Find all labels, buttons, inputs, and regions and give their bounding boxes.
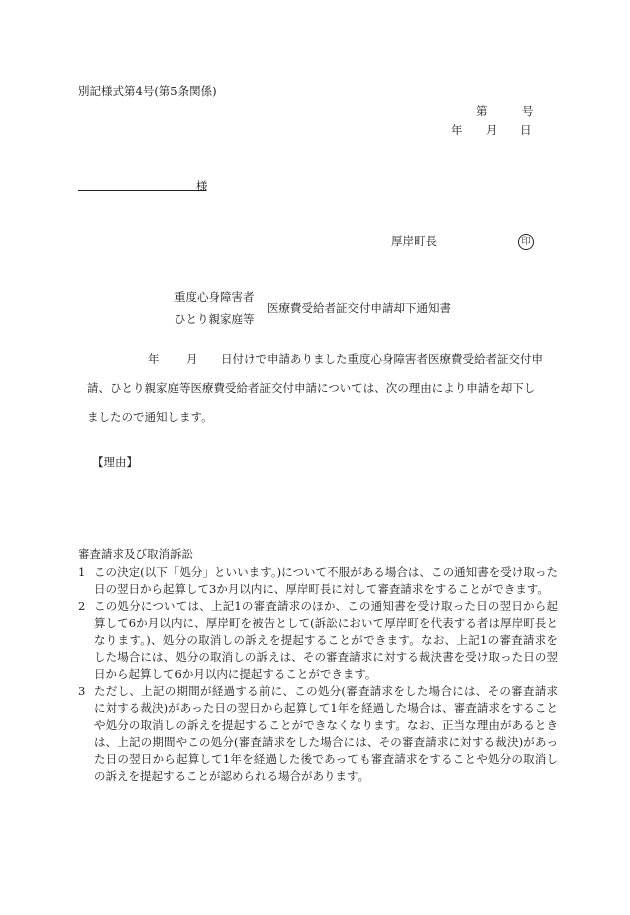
date-day: 日 [520, 123, 532, 137]
body-line3: ましたので通知します。 [87, 410, 213, 424]
number-suffix: 号 [522, 104, 534, 118]
notice-heading: 審査請求及び取消訴訟 [78, 547, 193, 561]
addressee-honorific: 様 [196, 179, 208, 193]
appeal-notice [78, 546, 558, 785]
reason-label: 【理由】 [92, 455, 138, 469]
body-line1: 日付けで申請ありました重度心身障害者医療費受給者証交付申 [221, 352, 543, 366]
notice-item-3-num: 3 [78, 684, 86, 698]
notice-item-1-text: この決定(以下「処分」といいます。)について不服がある場合は、この通知書を受け取った日の翌日から起算して3か月以内に、厚岸町長に対して審査請求をすることができます。 [94, 565, 558, 596]
title-line2: ひとり親家庭等 [174, 312, 255, 326]
body-month: 月 [186, 352, 198, 366]
notice-item-1 [78, 564, 558, 598]
issuer-name: 厚岸町長 [391, 234, 437, 248]
date-month: 月 [486, 123, 498, 137]
form-id: 別記様式第4号(第5条関係) [78, 84, 217, 98]
notice-item-2 [78, 598, 558, 683]
notice-item-2-num: 2 [78, 599, 86, 613]
number-prefix: 第 [476, 104, 488, 118]
notice-item-1-num: 1 [78, 565, 86, 579]
body-line2: 請、ひとり親家庭等医療費受給者証交付申請については、次の理由により申請を却下し [87, 381, 536, 395]
notice-item-2-text: この処分については、上記1の審査請求のほか、この通知書を受け取った日の翌日から起算して6か月以内に、厚岸町を被告として(訴訟において厚岸町を代表する者は厚岸町長となります。)、処分の取消しの訴えを提起することができます。なお、上記1の審査請求をした場合には、処分の取消しの訴えは、その審査請求に対する裁決書を受け取った日の翌日から起算して6か月以内に提起することができます。 [94, 599, 558, 681]
seal-mark: 印 [518, 234, 534, 250]
body-year: 年 [148, 352, 160, 366]
addressee-line [78, 190, 206, 191]
title-main: 医療費受給者証交付申請却下通知書 [267, 301, 451, 315]
notice-item-3 [78, 683, 558, 785]
date-year: 年 [451, 123, 463, 137]
title-line1: 重度心身障害者 [174, 290, 255, 304]
notice-item-3-text: ただし、上記の期間が経過する前に、この処分(審査請求をした場合には、その審査請求に対する裁決)があった日の翌日から起算して1年を経過した場合は、審査請求をすることや処分の取消しの訴えを提起することができなくなります。なお、正当な理由があるときは、上記の期間やこの処分(審査請求をした場合には、その審査請求に対する裁決)があった日の翌日から起算して1年を経過した後であっても審査請求をすることや処分の取消しの訴えを提起することが認められる場合があります。 [94, 684, 558, 783]
